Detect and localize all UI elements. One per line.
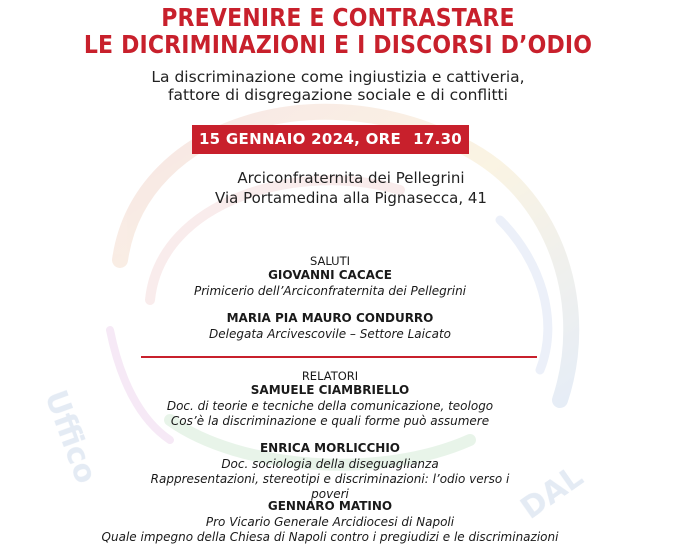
venue-name: Arciconfraternita dei Pellegrini: [237, 169, 465, 187]
speaker-topic: Quale impegno della Chiesa di Napoli contro i pregiudizi e le discriminazioni: [101, 530, 559, 544]
relatori-heading: RELATORI: [301, 369, 359, 383]
venue-address: Via Portamedina alla Pignasecca, 41: [215, 189, 487, 207]
speaker-role: Primicerio dell’Arciconfraternita dei Pellegrini: [193, 284, 467, 298]
event-subtitle-line-2: fattore di disgregazione sociale e di conflitti: [168, 86, 508, 104]
date-banner: [192, 125, 469, 154]
event-title-line-2: LE DICRIMINAZIONI E I DISCORSI D’ODIO: [83, 30, 593, 59]
speaker-role: Pro Vicario Generale Arcidiocesi di Napoli: [205, 515, 455, 529]
svg-text:DAL: DAL: [514, 459, 590, 527]
event-time: 17.30: [413, 130, 463, 148]
speaker-name: MARIA PIA MAURO CONDURRO: [226, 311, 434, 325]
speaker-name: GIOVANNI CACACE: [268, 268, 392, 282]
event-date: 15 GENNAIO 2024, ORE: [198, 130, 402, 148]
event-subtitle-line-1: La discriminazione come ingiustizia e cattiveria,: [151, 68, 525, 86]
speaker-name: ENRICA MORLICCHIO: [259, 441, 401, 455]
event-title-line-1: PREVENIRE E CONTRASTARE: [161, 3, 515, 32]
section-divider: [141, 356, 537, 358]
speaker-topic: Rappresentazioni, stereotipi e discriminazioni: l’odio verso i poveri: [150, 472, 510, 501]
speaker-role: Doc. di teorie e tecniche della comunicazione, teologo: [166, 399, 494, 413]
speaker-topic: Cos’è la discriminazione e quali forme può assumere: [170, 414, 490, 428]
saluti-heading: SALUTI: [309, 254, 351, 268]
speaker-name: SAMUELE CIAMBRIELLO: [250, 383, 410, 397]
speaker-name: GENNARO MATINO: [267, 499, 393, 513]
speaker-role: Doc. sociologia della diseguaglianza: [221, 457, 439, 471]
svg-text:Uffico: Uffico: [37, 385, 104, 489]
speaker-role: Delegata Arcivescovile – Settore Laicato: [209, 327, 451, 341]
